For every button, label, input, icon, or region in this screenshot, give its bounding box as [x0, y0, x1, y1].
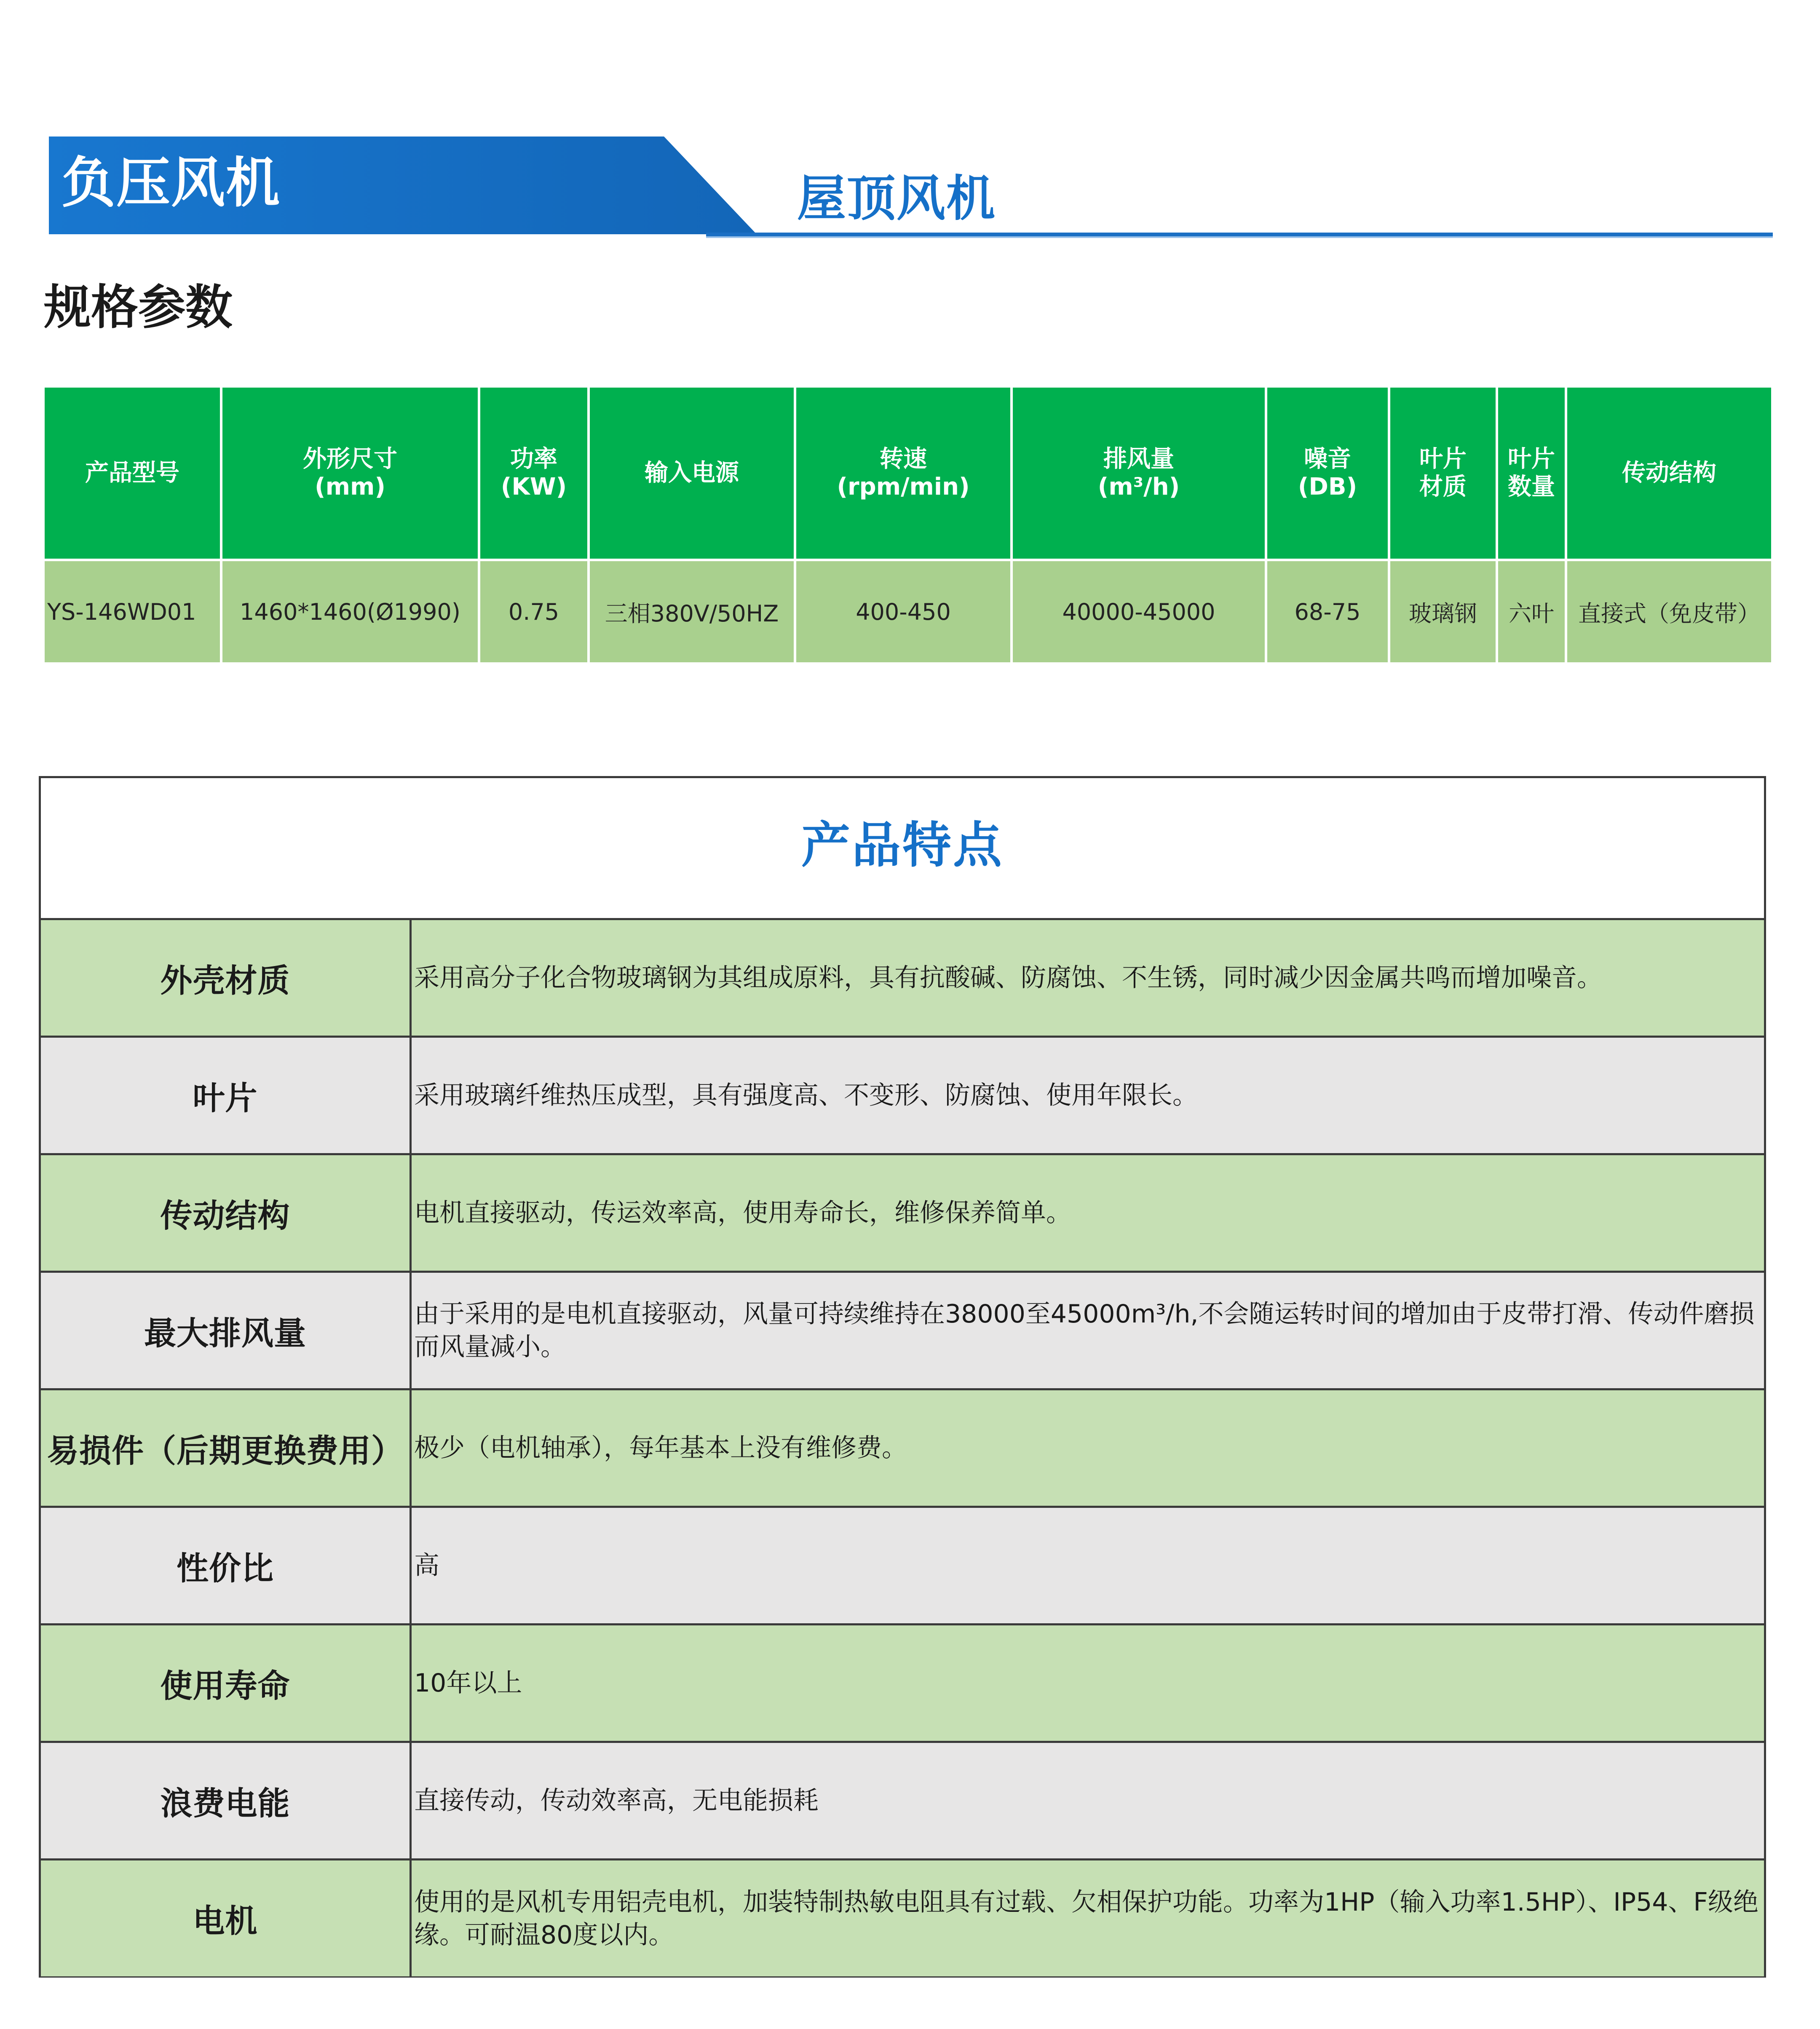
feature-label: 叶片	[41, 1038, 412, 1153]
spec-cell-size: 1460*1460(Ø1990)	[221, 560, 479, 662]
spec-cell-blade-count: 六叶	[1497, 560, 1566, 662]
feature-value: 由于采用的是电机直接驱动，风量可持续维持在38000至45000m³/h,不会随运转时间的增加由于皮带打滑、传动件磨损而风量减小。	[414, 1299, 1755, 1362]
spec-cell-airflow: 40000-45000	[1012, 560, 1266, 662]
feature-row-energy-waste	[41, 1743, 1764, 1860]
feature-row-motor	[41, 1860, 1764, 1976]
spec-header-noise: 噪音 (DB)	[1266, 388, 1389, 560]
feature-value: 10年以上	[414, 1668, 522, 1698]
spec-header-blade-count: 叶片 数量	[1497, 388, 1566, 560]
spec-cell-input-power: 三相380V/50HZ	[589, 560, 795, 662]
spec-cell-model: YS-146WD01	[43, 560, 221, 662]
feature-value: 高	[414, 1551, 439, 1580]
spec-header-row	[43, 388, 1772, 560]
spec-cell-power: 0.75	[479, 560, 589, 662]
feature-label: 使用寿命	[41, 1625, 412, 1741]
title-banner	[49, 135, 1773, 240]
spec-header-blade-material: 叶片 材质	[1389, 388, 1497, 560]
feature-row-drive	[41, 1155, 1764, 1273]
feature-row-lifespan	[41, 1625, 1764, 1743]
feature-row-value-ratio	[41, 1508, 1764, 1625]
spec-cell-drive: 直接式（免皮带）	[1566, 560, 1772, 662]
spec-cell-blade-material: 玻璃钢	[1389, 560, 1497, 662]
spec-table	[42, 388, 1771, 662]
features-table	[39, 776, 1766, 1978]
spec-data-row	[43, 560, 1772, 662]
banner-left-title: 负压风机	[62, 152, 281, 214]
feature-value: 电机直接驱动，传运效率高，使用寿命长，维修保养简单。	[414, 1198, 1071, 1228]
features-title: 产品特点	[41, 778, 1764, 920]
spec-header-power: 功率 (KW)	[479, 388, 589, 560]
feature-label: 性价比	[41, 1508, 412, 1623]
banner-right-title: 屋顶风机	[797, 170, 996, 227]
feature-row-shell	[41, 920, 1764, 1038]
feature-label: 传动结构	[41, 1155, 412, 1271]
feature-label: 易损件（后期更换费用）	[41, 1390, 412, 1506]
spec-header-airflow: 排风量 (m³/h)	[1012, 388, 1266, 560]
feature-label: 外壳材质	[41, 920, 412, 1036]
feature-value: 直接传动，传动效率高，无电能损耗	[414, 1786, 819, 1815]
feature-value: 使用的是风机专用铝壳电机，加装特制热敏电阻具有过载、欠相保护功能。功率为1HP（输入功率1.5HP）、IP54、F级绝缘。可耐温80度以内。	[414, 1887, 1758, 1950]
feature-value: 极少（电机轴承），每年基本上没有维修费。	[414, 1433, 907, 1463]
feature-label: 浪费电能	[41, 1743, 412, 1858]
feature-row-blade	[41, 1038, 1764, 1155]
spec-header-input-power: 输入电源	[589, 388, 795, 560]
spec-header-size: 外形尺寸 (mm)	[221, 388, 479, 560]
feature-row-wear-parts	[41, 1390, 1764, 1508]
feature-label: 最大排风量	[41, 1273, 412, 1388]
spec-header-speed: 转速 (rpm/min)	[795, 388, 1012, 560]
spec-header-drive: 传动结构	[1566, 388, 1772, 560]
feature-value: 采用玻璃纤维热压成型，具有强度高、不变形、防腐蚀、使用年限长。	[414, 1081, 1198, 1110]
feature-value: 采用高分子化合物玻璃钢为其组成原料，具有抗酸碱、防腐蚀、不生锈，同时减少因金属共鸣而增加噪音。	[414, 963, 1602, 993]
spec-cell-noise: 68-75	[1266, 560, 1389, 662]
spec-cell-speed: 400-450	[795, 560, 1012, 662]
feature-label: 电机	[41, 1860, 412, 1976]
feature-row-max-airflow	[41, 1273, 1764, 1390]
spec-section-title: 规格参数	[44, 280, 233, 335]
spec-header-model: 产品型号	[43, 388, 221, 560]
